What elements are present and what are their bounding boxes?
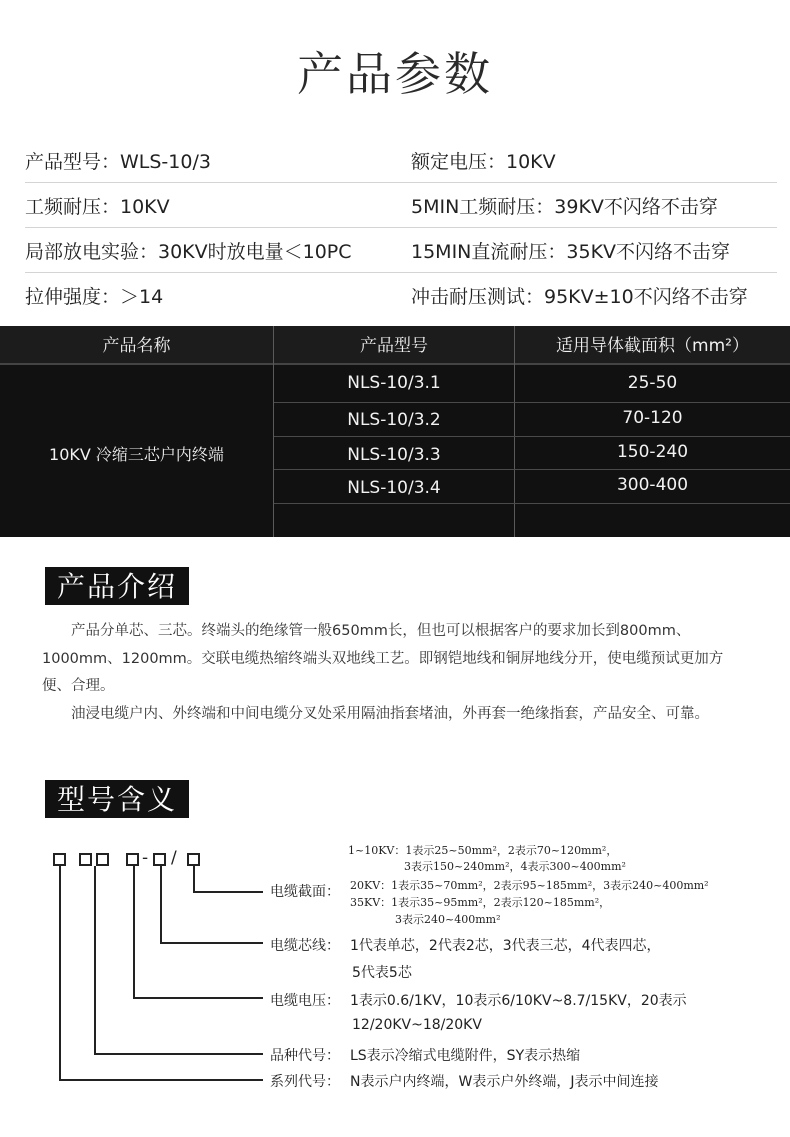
cores-label: 电缆芯线： (270, 938, 340, 954)
area-cell: 150-240 (616, 442, 689, 462)
section-desc: 35KV：1表示35~95mm²，2表示120~185mm²， (350, 896, 611, 909)
param-15min-dc-withstand: 15MIN直流耐压：35KV不闪络不击穿 (411, 240, 731, 263)
section-desc: 1~10KV：1表示25~50mm²，2表示70~120mm²， (348, 844, 618, 857)
cores-connector (160, 942, 263, 944)
section-code-box (187, 853, 200, 866)
intro-paragraph: 产品分单芯、三芯。终端头的绝缘管一般650mm长，但也可以根据客户的要求加长到800mm、1000mm、1200mm。交联电缆热缩终端头双地线工艺。即钢铠地线和铜屏地线分开，使电缆预试更加方便、合理。 (42, 623, 724, 694)
variety-label: 品种代号： (270, 1048, 340, 1064)
model-cell: NLS-10/3.2 (347, 410, 441, 430)
param-row (25, 138, 777, 183)
series-label: 系列代号： (270, 1074, 340, 1090)
cores-code-box (153, 853, 166, 866)
section-desc: 3表示240~400mm² (395, 913, 501, 926)
page-title: 产品参数 (297, 47, 493, 101)
voltage-desc: 12/20KV~18/20KV (352, 1017, 482, 1033)
model-meaning-section-title: 型号含义 (45, 780, 189, 818)
variety-desc: LS表示冷缩式电缆附件，SY表示热缩 (350, 1048, 581, 1064)
param-row (25, 228, 777, 273)
section-desc: 20KV：1表示35~70mm²，2表示95~185mm²，3表示240~400mm² (350, 879, 709, 892)
model-cell: NLS-10/3.3 (347, 445, 441, 465)
param-impulse-withstand: 冲击耐压测试：95KV±10不闪络不击穿 (411, 285, 748, 308)
cores-desc: 1代表单芯，2代表2芯，3代表三芯，4代表四芯， (350, 938, 661, 954)
series-connector (59, 866, 61, 1080)
param-power-frequency-withstand: 工频耐压：10KV (25, 195, 170, 218)
param-partial-discharge: 局部放电实验：30KV时放电量＜10PC (25, 240, 352, 263)
row-divider (274, 503, 790, 504)
param-5min-withstand: 5MIN工频耐压：39KV不闪络不击穿 (411, 195, 718, 218)
header-product-model: 产品型号 (360, 336, 428, 356)
param-row (25, 183, 777, 228)
slash-separator: / (171, 848, 177, 868)
series-desc: N表示户内终端，W表示户外终端，J表示中间连接 (350, 1074, 659, 1090)
section-desc: 3表示150~240mm²，4表示300~400mm² (404, 860, 626, 873)
voltage-desc: 1表示0.6/1KV，10表示6/10KV~8.7/15KV，20表示 (350, 993, 687, 1009)
variety-connector (94, 866, 96, 1054)
area-cell: 300-400 (616, 475, 689, 495)
header-product-name: 产品名称 (102, 336, 171, 356)
model-cell: NLS-10/3.1 (347, 373, 441, 393)
section-connector (193, 866, 195, 892)
area-cell: 70-120 (622, 408, 683, 428)
intro-text (42, 618, 742, 728)
intro-paragraph: 油浸电缆户内、外终端和中间电缆分叉处采用隔油指套堵油，外再套一绝缘指套，产品安全、可靠。 (71, 705, 709, 722)
section-connector (193, 891, 263, 893)
param-tensile-strength: 拉伸强度：＞14 (25, 285, 164, 308)
series-connector (59, 1079, 263, 1081)
voltage-connector (133, 866, 135, 998)
model-cell: NLS-10/3.4 (347, 478, 441, 498)
cores-desc: 5代表5芯 (352, 965, 412, 981)
voltage-code-box (126, 853, 139, 866)
cores-connector (160, 866, 162, 943)
section-label: 电缆截面： (270, 884, 340, 900)
param-product-model: 产品型号：WLS-10/3 (25, 150, 211, 173)
dash-separator: - (142, 848, 149, 868)
intro-section-title: 产品介绍 (45, 567, 189, 605)
parameter-list (25, 138, 777, 317)
voltage-connector (133, 997, 263, 999)
param-rated-voltage: 额定电压：10KV (411, 150, 556, 173)
header-conductor-area: 适用导体截面积（mm²） (556, 336, 749, 356)
param-row (25, 273, 777, 317)
voltage-label: 电缆电压： (270, 993, 340, 1009)
spec-table-header (0, 326, 790, 365)
area-cell: 25-50 (627, 373, 678, 393)
variety-code-box-1 (79, 853, 92, 866)
series-code-box (53, 853, 66, 866)
variety-connector (94, 1053, 263, 1055)
variety-code-box-2 (96, 853, 109, 866)
spec-table (0, 326, 790, 537)
product-name-cell: 10KV 冷缩三芯户内终端 (49, 444, 224, 464)
